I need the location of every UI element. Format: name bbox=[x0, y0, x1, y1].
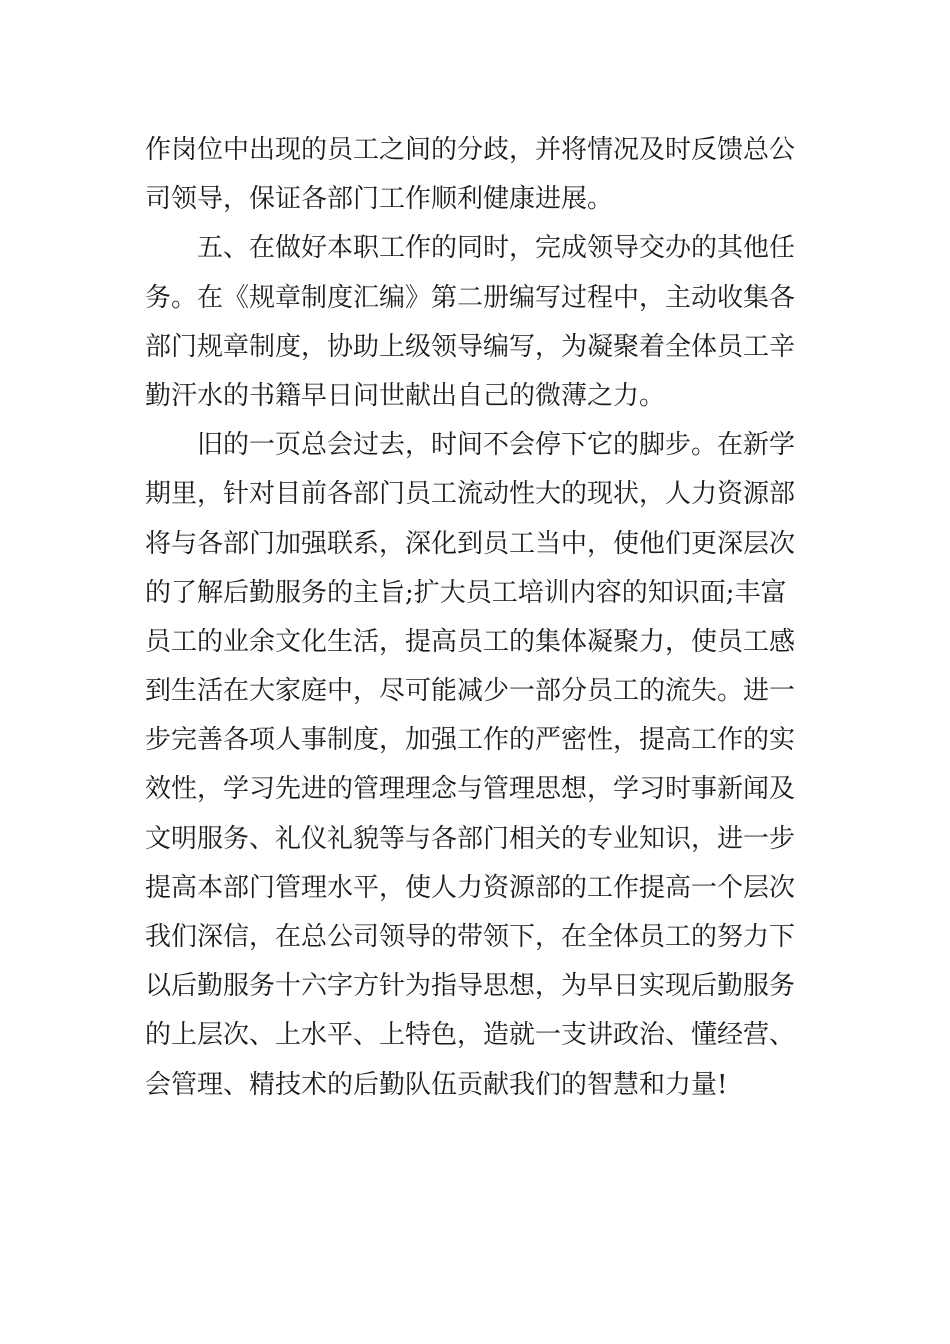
text-line: 以后勤服务十六字方针为指导思想，为早日实现后勤服务 bbox=[145, 971, 796, 1002]
text-line: 会管理、精技术的后勤队伍贡献我们的智慧和力量! bbox=[145, 1069, 728, 1100]
document-body bbox=[145, 126, 815, 1110]
text-line: 勤汗水的书籍早日问世献出自己的微薄之力。 bbox=[145, 380, 666, 411]
text-line: 步完善各项人事制度，加强工作的严密性，提高工作的实 bbox=[145, 725, 796, 756]
text-line: 部门规章制度，协助上级领导编写，为凝聚着全体员工辛 bbox=[145, 331, 796, 362]
text-line: 期里，针对目前各部门员工流动性大的现状，人力资源部 bbox=[145, 479, 796, 510]
text-line: 我们深信，在总公司领导的带领下，在全体员工的努力下 bbox=[145, 922, 796, 952]
text-line: 效性，学习先进的管理理念与管理思想，学习时事新闻及 bbox=[145, 774, 796, 805]
text-line: 务。在《规章制度汇编》第二册编写过程中，主动收集各 bbox=[145, 282, 796, 313]
text-line: 提高本部门管理水平，使人力资源部的工作提高一个层次 bbox=[145, 872, 796, 903]
text-line: 文明服务、礼仪礼貌等与各部门相关的专业知识，进一步 bbox=[145, 823, 796, 854]
text-line: 的了解后勤服务的主旨;扩大员工培训内容的知识面;丰富 bbox=[145, 577, 787, 608]
text-line: 作岗位中出现的员工之间的分歧，并将情况及时反馈总公 bbox=[145, 135, 796, 165]
text-line: 五、在做好本职工作的同时，完成领导交办的其他任 bbox=[197, 233, 796, 264]
text-line: 将与各部门加强联系，深化到员工当中，使他们更深层次 bbox=[145, 528, 796, 559]
text-line: 员工的业余文化生活，提高员工的集体凝聚力，使员工感 bbox=[145, 626, 796, 657]
text-line: 旧的一页总会过去，时间不会停下它的脚步。在新学 bbox=[197, 430, 796, 461]
text-line: 司领导，保证各部门工作顺利健康进展。 bbox=[145, 184, 614, 215]
text-line: 的上层次、上水平、上特色，造就一支讲政治、懂经营、 bbox=[145, 1020, 796, 1051]
text-line: 到生活在大家庭中，尽可能减少一部分员工的流失。进一 bbox=[145, 676, 796, 707]
